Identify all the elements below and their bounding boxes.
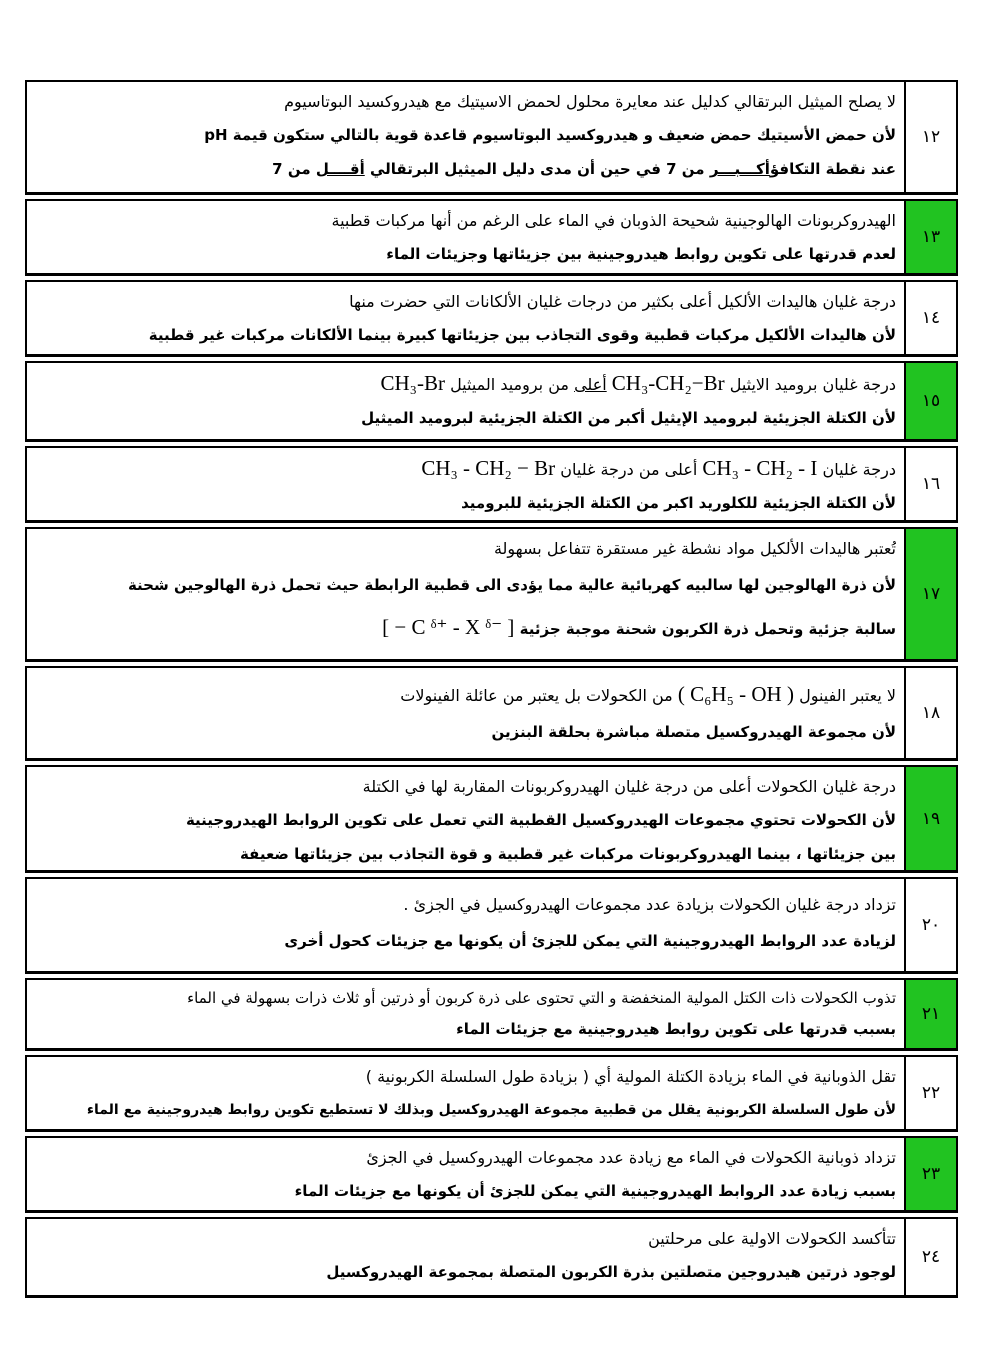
statement: لا يصلح الميثيل البرتقالي كدليل عند معايرة محلول لحمض الاسيتيك مع هيدروكسيد البوتاسيوم (284, 92, 896, 111)
row-number: ١٢ (904, 82, 956, 192)
explanation: لوجود ذرتين هيدروجين متصلتين بذرة الكربون المتصلة بمجموعة الهيدروكسيل (326, 1263, 896, 1281)
row-number: ٢١ (904, 980, 956, 1048)
formula: CH₃-CH₂−Br (611, 371, 725, 395)
row-content (27, 363, 904, 439)
formula: CH₃ - CH₂ - I (702, 456, 818, 480)
table-row (25, 765, 958, 873)
explanation: سالبة جزئية وتحمل ذرة الكربون شحنة موجبة جزئية [ − C ᵟ⁺ - X ᵟ⁻ ] (382, 615, 896, 639)
table-row (25, 978, 958, 1051)
row-content (27, 1057, 904, 1129)
statement: تتأكسد الكحولات الاولية على مرحلتين (648, 1229, 896, 1248)
row-content (27, 879, 904, 971)
row-content (27, 282, 904, 354)
table-row (25, 666, 958, 761)
statement: تزداد درجة غليان الكحولات بزيادة عدد مجموعات الهيدروكسيل في الجزئ . (403, 895, 896, 914)
explanation: لأن الكتلة الجزيئية للكلوريد اكبر من الكتلة الجزيئية للبروميد (461, 494, 896, 512)
explanation: عند نقطة التكافؤأكـــبـــر من 7 في حين أن مدى دليل الميثيل البرتقالي أقــــل من 7 (272, 160, 896, 178)
table-row (25, 877, 958, 974)
explanation: لأن ذرة الهالوجين لها سالبيه كهربائية عالية مما يؤدى الى قطبية الرابطة حيث تحمل ذرة الهالوجين شحنة (127, 576, 896, 594)
row-number: ١٦ (904, 448, 956, 520)
table-row (25, 1055, 958, 1132)
formula: CH₃ - CH₂ − Br (421, 456, 556, 480)
explanation: لأن مجموعة الهيدروكسيل متصلة مباشرة بحلقة البنزين (491, 723, 896, 741)
statement: تُعتبر هاليدات الألكيل مواد نشطة غير مستقرة تتفاعل بسهولة (493, 539, 896, 558)
row-content (27, 1138, 904, 1210)
explanation: لأن الكتلة الجزيئية لبروميد الإيثيل أكبر من الكتلة الجزيئية لبروميد الميثيل (361, 409, 896, 427)
table-row (25, 446, 958, 523)
table-row (25, 80, 958, 195)
formula: ( C₆H₅ - OH ) (677, 682, 794, 706)
row-number: ١٣ (904, 201, 956, 273)
row-number: ١٥ (904, 363, 956, 439)
row-number: ١٩ (904, 767, 956, 870)
explanation: لأن هاليدات الألكيل مركبات قطبية وقوى التجاذب بين جزيئاتها كبيرة بينما الألكانات مركبات غير قطبية (148, 326, 896, 344)
statement: تذوب الكحولات ذات الكتل المولية المنخفضة و التي تحتوى على ذرة كربون أو ذرتين أو ثلاث ذرات بسهولة في الماء (187, 989, 896, 1007)
statement: درجة غليان الكحولات أعلى من درجة غليان الهيدروكربونات المقاربة لها في الكتلة (362, 777, 896, 796)
table-row (25, 361, 958, 442)
row-content (27, 529, 904, 659)
statement: تقل الذوبانية في الماء بزيادة الكتلة المولية أي ( بزيادة طول السلسلة الكربونية ) (365, 1067, 896, 1086)
explanation: بين جزيئاتها ، بينما الهيدروكربونات مركبات غير قطبية و قوة التجاذب بين جزيئاتها ضعيفة (239, 845, 896, 863)
row-content (27, 448, 904, 520)
row-content (27, 1219, 904, 1295)
statement: تزداد ذوبانية الكحولات في الماء مع زيادة عدد مجموعات الهيدروكسيل في الجزئ (366, 1148, 896, 1167)
row-content (27, 668, 904, 758)
statement: درجة غليان بروميد الايثيل CH₃-CH₂−Br أعلى من بروميد الميثيل CH₃-Br (380, 371, 896, 395)
formula: CH₃-Br (380, 371, 445, 395)
row-number: ١٤ (904, 282, 956, 354)
explanation: بسبب قدرتها على تكوين روابط هيدروجينية مع جزيئات الماء (456, 1020, 896, 1038)
row-number: ٢٢ (904, 1057, 956, 1129)
statement: الهيدروكربونات الهالوجينية شحيحة الذوبان في الماء على الرغم من أنها مركبات قطبية (331, 211, 896, 230)
row-number: ٢٤ (904, 1219, 956, 1295)
formula: [ − C ᵟ⁺ - X ᵟ⁻ ] (382, 615, 515, 639)
row-content (27, 82, 904, 192)
table-row (25, 1217, 958, 1298)
explanation: لأن الكحولات تحتوي مجموعات الهيدروكسيل القطبية التي تعمل على تكوين الروابط الهيدروجينية (185, 811, 896, 829)
row-content (27, 980, 904, 1048)
explanation: لعدم قدرتها على تكوين روابط هيدروجينية بين جزيئاتها وجزيئات الماء (386, 245, 896, 263)
explanation: لأن حمض الأسيتيك حمض ضعيف و هيدروكسيد البوتاسيوم قاعدة قوية بالتالي ستكون قيمة pH (204, 126, 896, 144)
row-number: ١٧ (904, 529, 956, 659)
table-row (25, 527, 958, 662)
row-number: ١٨ (904, 668, 956, 758)
explanation: بسبب زيادة عدد الروابط الهيدروجينية التي يمكن للجزئ أن يكونها مع جزيئات الماء (294, 1182, 896, 1200)
table-row (25, 1136, 958, 1213)
explanation: لزيادة عدد الروابط الهيدروجينية التي يمكن للجزئ أن يكونها مع جزيئات كحول أخرى (284, 932, 896, 950)
questions-table (25, 80, 958, 1302)
explanation: لأن طول السلسلة الكربونية يقلل من قطبية مجموعة الهيدروكسيل وبذلك لا تستطيع تكوين روابط هيدروجينية مع الماء (86, 1102, 896, 1118)
row-number: ٢٣ (904, 1138, 956, 1210)
table-row (25, 280, 958, 357)
row-content (27, 767, 904, 870)
row-number: ٢٠ (904, 879, 956, 971)
statement: درجة غليان هاليدات الألكيل أعلى بكثير من درجات غليان الألكانات التي حضرت منها (349, 292, 896, 311)
table-row (25, 199, 958, 276)
statement: لا يعتبر الفينول ( C₆H₅ - OH ) من الكحولات بل يعتبر من عائلة الفينولات (400, 682, 896, 706)
row-content (27, 201, 904, 273)
statement: درجة غليان CH₃ - CH₂ - I أعلى من درجة غليان CH₃ - CH₂ − Br (421, 456, 896, 480)
